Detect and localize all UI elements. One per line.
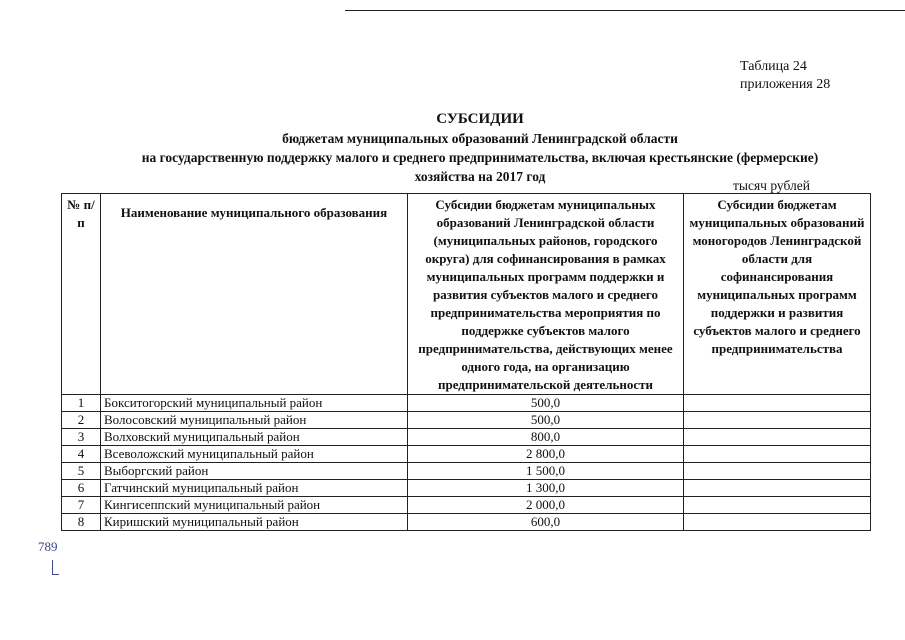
- row-subsidy-monotowns: [684, 446, 871, 463]
- row-subsidy-monotowns: [684, 514, 871, 531]
- table-row: [62, 412, 871, 429]
- row-name: Выборгский район: [101, 463, 408, 480]
- table-row: [62, 463, 871, 480]
- row-subsidy-municipal: 2 000,0: [408, 497, 684, 514]
- title-line-3: на государственную поддержку малого и среднего предпринимательства, включая крестьянские (фермерские): [141, 150, 819, 165]
- row-name: Киришский муниципальный район: [101, 514, 408, 531]
- title-main: СУБСИДИИ: [436, 111, 524, 127]
- document-title: [60, 110, 900, 186]
- row-num: 4: [62, 446, 101, 463]
- row-num: 3: [62, 429, 101, 446]
- row-num: 2: [62, 412, 101, 429]
- row-num: 7: [62, 497, 101, 514]
- table-number: Таблица 24: [740, 59, 807, 74]
- row-subsidy-monotowns: [684, 497, 871, 514]
- row-name: Всеволожский муниципальный район: [101, 446, 408, 463]
- row-subsidy-monotowns: [684, 395, 871, 412]
- row-subsidy-municipal: 1 300,0: [408, 480, 684, 497]
- row-num: 1: [62, 395, 101, 412]
- row-subsidy-municipal: 600,0: [408, 514, 684, 531]
- row-name: Кингисеппский муниципальный район: [101, 497, 408, 514]
- appendix-number: приложения 28: [740, 77, 831, 92]
- row-subsidy-municipal: 500,0: [408, 395, 684, 412]
- title-line-4: хозяйства на 2017 год: [414, 169, 546, 184]
- row-num: 8: [62, 514, 101, 531]
- table-row: [62, 497, 871, 514]
- table-row: [62, 514, 871, 531]
- table-header-row: [62, 194, 871, 395]
- row-name: Гатчинский муниципальный район: [101, 480, 408, 497]
- table-row: [62, 446, 871, 463]
- table-reference: [740, 58, 830, 94]
- header-name: Наименование муниципального образования: [101, 194, 408, 395]
- row-subsidy-municipal: 2 800,0: [408, 446, 684, 463]
- table-row: [62, 395, 871, 412]
- header-subsidy-monotowns: Субсидии бюджетам муниципальных образований моногородов Ленинградской области для софинансирования муниципальных программ поддержки и развития субъектов малого и среднего предпринимательства: [684, 194, 871, 395]
- row-num: 5: [62, 463, 101, 480]
- row-subsidy-municipal: 800,0: [408, 429, 684, 446]
- row-subsidy-municipal: 500,0: [408, 412, 684, 429]
- row-num: 6: [62, 480, 101, 497]
- page-stamp: 789: [38, 539, 58, 554]
- units-label: тысяч рублей: [733, 178, 810, 193]
- row-subsidy-monotowns: [684, 480, 871, 497]
- header-subsidy-municipal: Субсидии бюджетам муниципальных образований Ленинградской области (муниципальных районов, городского округа) для софинансирования в рамках муниципальных программ поддержки и развития субъектов малого и среднего предпринимательства мероприятия по поддержке субъектов малого предпринимательства, действующих менее одного года, на организацию предпринимательской деятельности: [408, 194, 684, 395]
- table-row: [62, 429, 871, 446]
- row-name: Бокситогорский муниципальный район: [101, 395, 408, 412]
- subsidies-table: [61, 193, 871, 531]
- stamp-bracket: [52, 560, 59, 575]
- row-subsidy-monotowns: [684, 463, 871, 480]
- title-line-2: бюджетам муниципальных образований Ленинградской области: [282, 131, 678, 146]
- row-name: Волосовский муниципальный район: [101, 412, 408, 429]
- row-subsidy-municipal: 1 500,0: [408, 463, 684, 480]
- row-name: Волховский муниципальный район: [101, 429, 408, 446]
- row-subsidy-monotowns: [684, 412, 871, 429]
- table-row: [62, 480, 871, 497]
- top-rule: [345, 10, 905, 11]
- row-subsidy-monotowns: [684, 429, 871, 446]
- header-num: № п/п: [62, 194, 101, 395]
